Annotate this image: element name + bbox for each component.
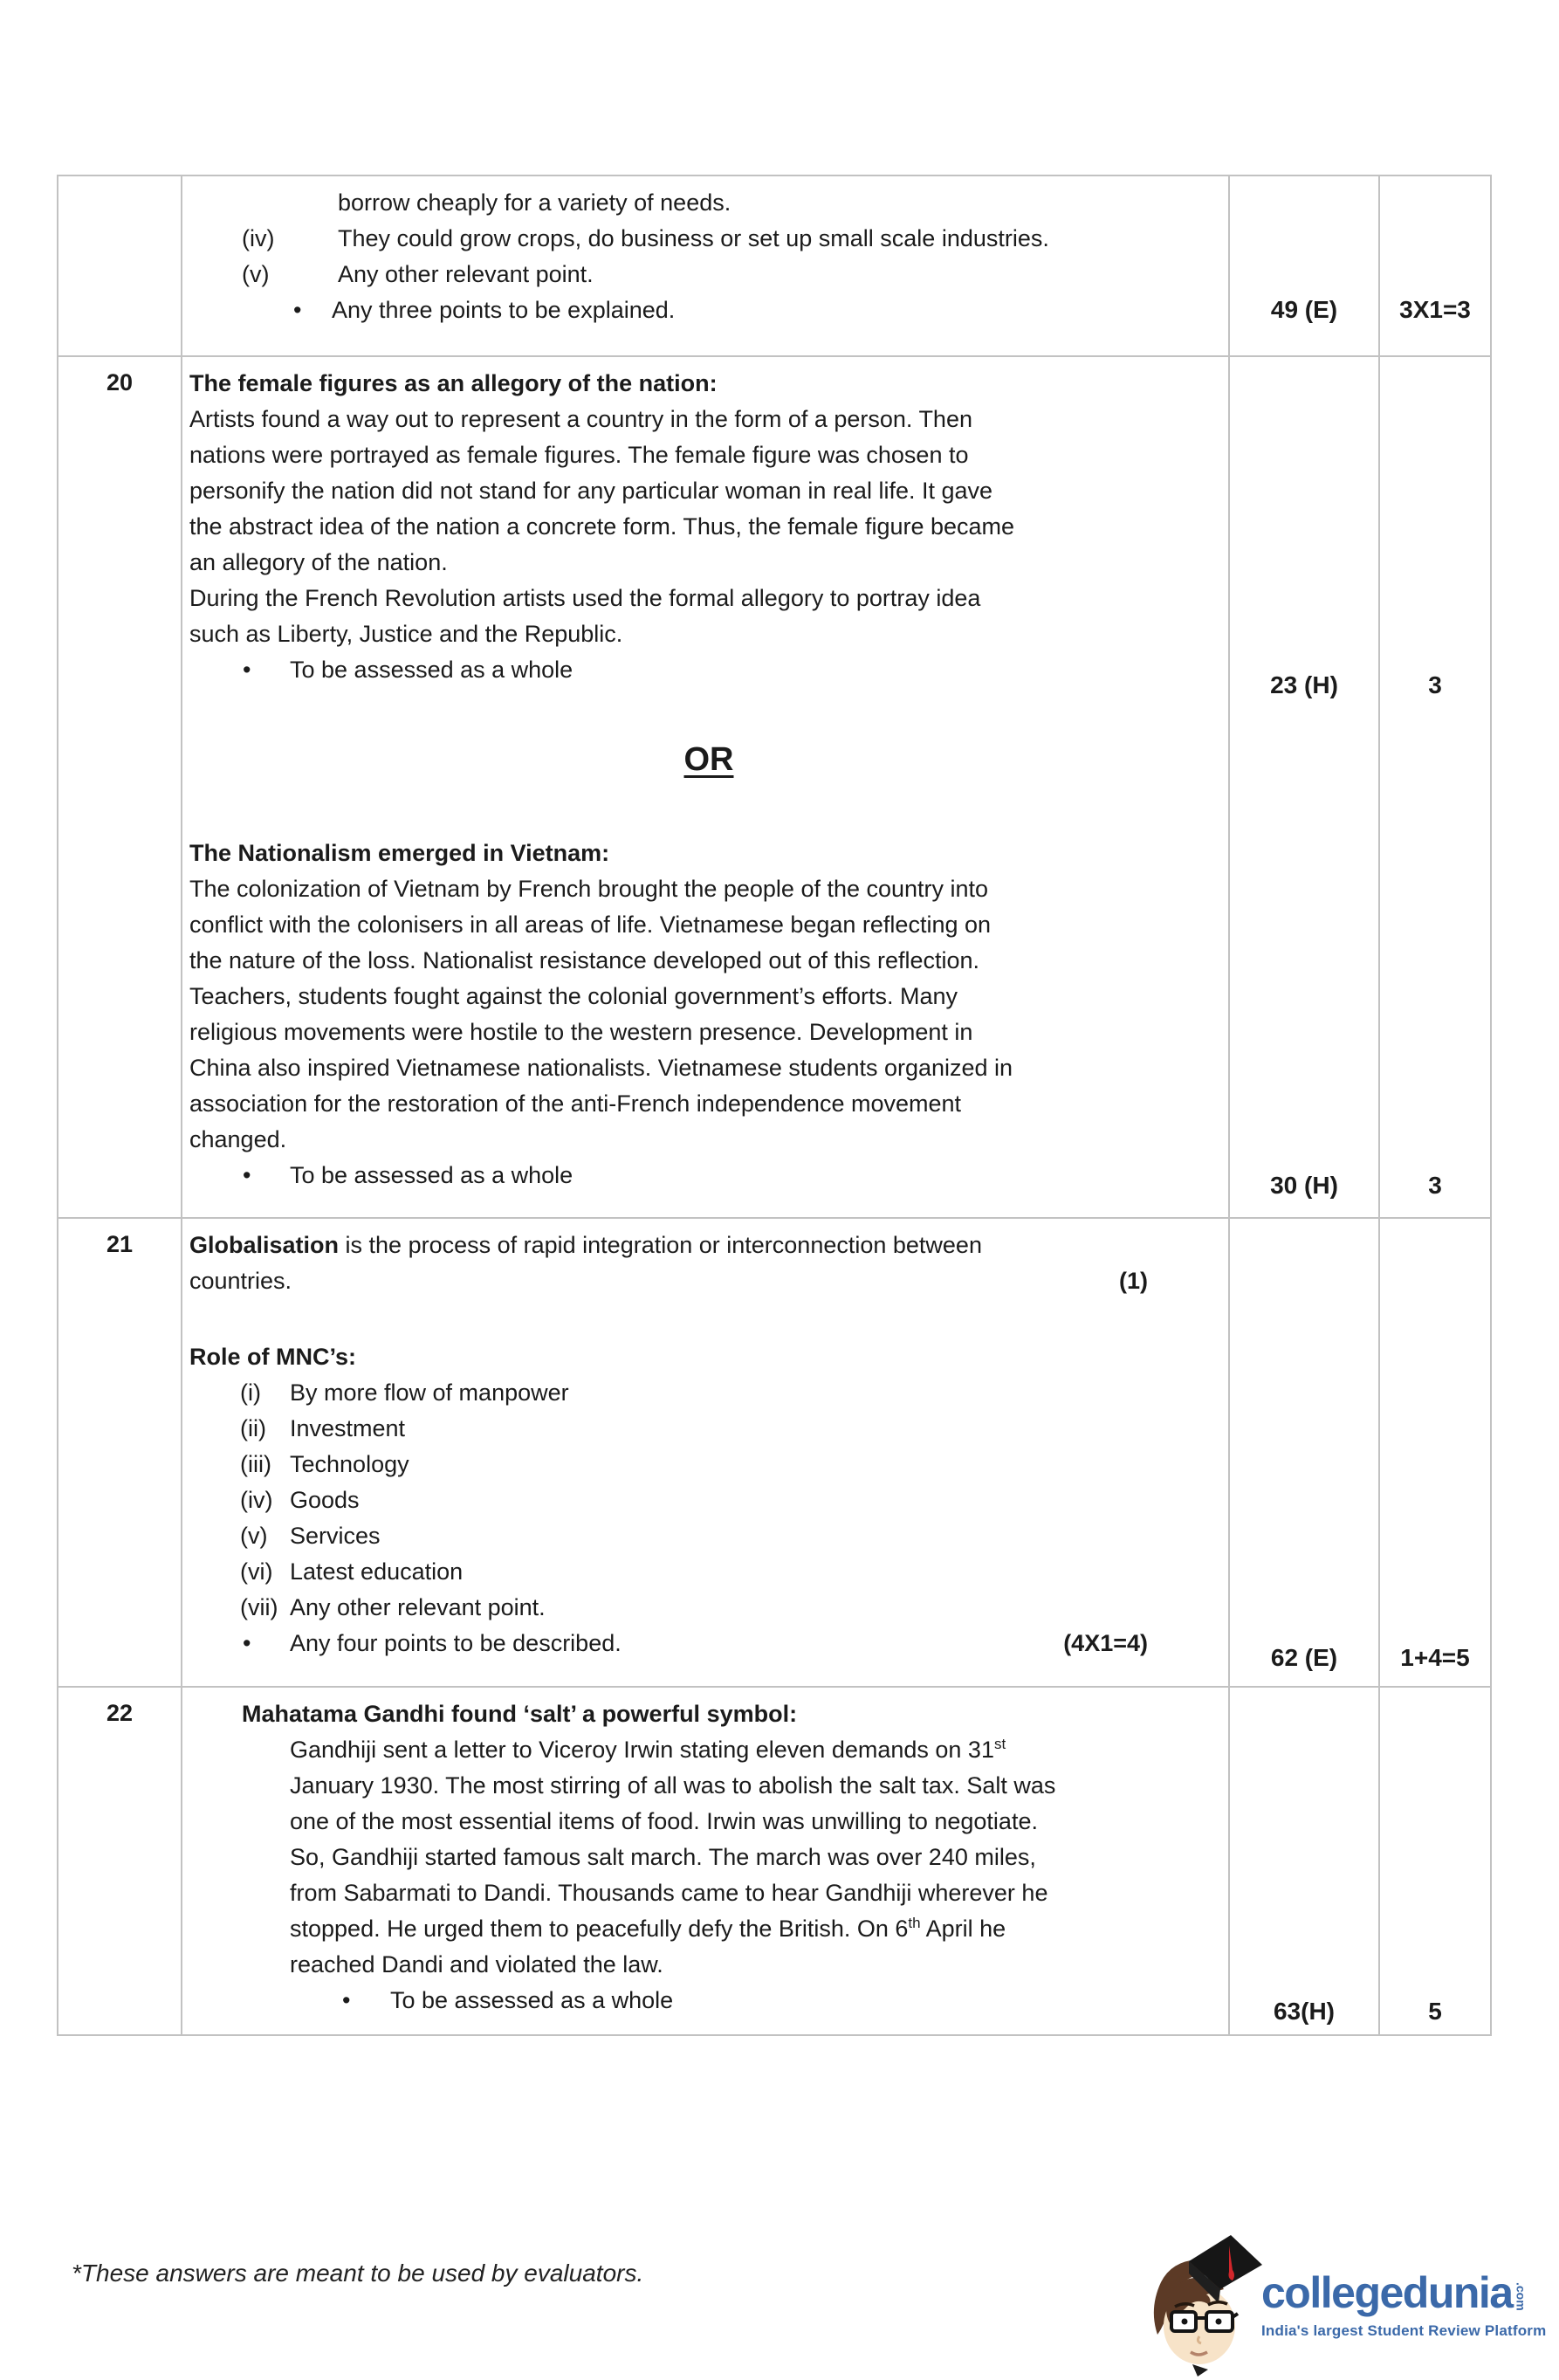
- answer-heading: Mahatama Gandhi found ‘salt’ a powerful symbol:: [242, 1701, 798, 1727]
- table-row: [58, 355, 1490, 1217]
- list-item: [189, 1482, 1228, 1518]
- mascot-icon: [1145, 2225, 1267, 2380]
- answer-line: from Sabarmati to Dandi. Thousands came to hear Gandhiji wherever he: [290, 1880, 1048, 1906]
- list-marker: (vii): [240, 1594, 278, 1620]
- answer-line: [189, 1263, 1228, 1299]
- list-item: [189, 1554, 1228, 1590]
- answer-line: Artists found a way out to represent a country in the form of a person. Then: [189, 406, 972, 432]
- answer-line: [189, 221, 1228, 257]
- source-code: 30 (H): [1270, 1172, 1338, 1199]
- list-text: Goods: [290, 1487, 360, 1513]
- answer-line: one of the most essential items of food. Irwin was unwilling to negotiate.: [290, 1808, 1038, 1834]
- table-row: [58, 1686, 1490, 2034]
- brand-line: [1261, 2270, 1546, 2315]
- answer-line: January 1930. The most stirring of all was to abolish the salt tax. Salt was: [290, 1772, 1056, 1799]
- list-text: Technology: [290, 1451, 409, 1477]
- source-code-cell: [1228, 176, 1378, 355]
- answer-line: reached Dandi and violated the law.: [290, 1951, 663, 1978]
- answer-line: an allegory of the nation.: [189, 549, 448, 575]
- list-marker: (ii): [240, 1415, 266, 1441]
- list-text: Investment: [290, 1415, 406, 1441]
- marks-cell: [1378, 1219, 1490, 1686]
- brand-tld: .com: [1514, 2282, 1528, 2311]
- bullet-line: [189, 1626, 1228, 1661]
- answer-line: conflict with the colonisers in all areas of life. Vietnamese began reflecting on: [189, 911, 992, 938]
- bullet-text: To be assessed as a whole: [290, 657, 573, 683]
- answer-line: such as Liberty, Justice and the Republic.: [189, 621, 623, 647]
- list-text: By more flow of manpower: [290, 1379, 569, 1406]
- bullet-icon: [293, 292, 332, 328]
- bullet-text: Any four points to be described.: [290, 1630, 622, 1656]
- answer-heading: The female figures as an allegory of the nation:: [189, 370, 718, 396]
- list-marker: (vi): [240, 1558, 273, 1585]
- answer-text: countries.: [189, 1268, 292, 1294]
- marks-value: 1+4=5: [1400, 1644, 1470, 1671]
- bullet-line: [189, 652, 1228, 688]
- bullet-icon: [243, 1626, 290, 1661]
- spacer: [622, 1626, 1063, 1661]
- answer-line: Teachers, students fought against the colonial government’s efforts. Many: [189, 983, 958, 1009]
- bullet-text: To be assessed as a whole: [390, 1987, 674, 2013]
- answer-cell: [181, 1688, 1228, 2034]
- answer-line: nations were portrayed as female figures. The female figure was chosen to: [189, 442, 969, 468]
- source-code: 49 (E): [1270, 296, 1338, 323]
- list-marker: (iv): [240, 1487, 273, 1513]
- table-row: [58, 176, 1490, 355]
- source-code-cell: [1228, 357, 1378, 1217]
- answer-line: [189, 1911, 1228, 1947]
- marks-value: 5: [1428, 1998, 1442, 2025]
- or-label: OR: [683, 741, 734, 778]
- question-number: 21: [106, 1231, 134, 1257]
- spacer: [292, 1263, 1119, 1299]
- answer-text: stopped. He urged them to peacefully defy the British. On 6: [290, 1916, 909, 1942]
- answer-cell: [181, 1219, 1228, 1686]
- answer-text: is the process of rapid integration or interconnection between: [339, 1232, 982, 1258]
- brand-name: collegedunia: [1261, 2268, 1513, 2317]
- question-number-cell: [58, 1688, 181, 2034]
- list-text: Any other relevant point.: [290, 1594, 546, 1620]
- or-divider: [189, 739, 1228, 783]
- list-item: [189, 1411, 1228, 1447]
- answer-line: The colonization of Vietnam by French brought the people of the country into: [189, 876, 989, 902]
- source-code: 23 (H): [1270, 671, 1338, 698]
- list-text: Any other relevant point.: [338, 261, 594, 287]
- question-number: 20: [106, 369, 134, 396]
- keyword: Globalisation: [189, 1232, 340, 1258]
- bullet-text: Any three points to be explained.: [332, 297, 676, 323]
- answer-line: personify the nation did not stand for any particular woman in real life. It gave: [189, 478, 993, 504]
- collegedunia-logo: [1145, 2225, 1559, 2380]
- list-item: [189, 1518, 1228, 1554]
- superscript: th: [908, 1915, 921, 1931]
- marks-value: 3: [1428, 671, 1442, 698]
- list-item: [189, 1375, 1228, 1411]
- answer-line: During the French Revolution artists used the formal allegory to portray idea: [189, 585, 981, 611]
- answer-heading: Role of MNC’s:: [189, 1344, 356, 1370]
- bullet-icon: [243, 652, 290, 688]
- marks-cell: [1378, 176, 1490, 355]
- table-row: [58, 1217, 1490, 1686]
- list-marker: (v): [240, 1523, 268, 1549]
- marks-value: 3: [1428, 1172, 1442, 1199]
- question-number-cell: [58, 357, 181, 1217]
- answer-cell: [181, 357, 1228, 1217]
- marks-annotation: (1): [1119, 1268, 1148, 1294]
- superscript: st: [993, 1736, 1006, 1752]
- answer-text: Gandhiji sent a letter to Viceroy Irwin stating eleven demands on 31: [290, 1737, 994, 1763]
- answer-cell: [181, 176, 1228, 355]
- answer-line: borrow cheaply for a variety of needs.: [338, 189, 731, 216]
- source-code: 63(H): [1273, 1998, 1335, 2025]
- list-text: Latest education: [290, 1558, 464, 1585]
- marks-cell: [1378, 357, 1490, 1217]
- bullet-icon: [243, 1158, 290, 1193]
- answer-line: changed.: [189, 1126, 287, 1152]
- answer-line: the abstract idea of the nation a concrete form. Thus, the female figure became: [189, 513, 1015, 540]
- question-number-cell: [58, 1219, 181, 1686]
- question-number: 22: [106, 1700, 134, 1726]
- answer-line: [189, 257, 1228, 292]
- answer-line: the nature of the loss. Nationalist resistance developed out of this reflection.: [189, 947, 980, 973]
- bullet-text: To be assessed as a whole: [290, 1162, 573, 1188]
- answer-line: [189, 1228, 1228, 1263]
- answer-line: [189, 1732, 1228, 1768]
- list-text: They could grow crops, do business or set up small scale industries.: [338, 225, 1049, 251]
- answer-line: China also inspired Vietnamese nationalists. Vietnamese students organized in: [189, 1055, 1013, 1081]
- brand-tagline: India's largest Student Review Platform: [1261, 2322, 1547, 2339]
- list-marker: (i): [240, 1379, 261, 1406]
- source-code-cell: [1228, 1219, 1378, 1686]
- list-marker: (iii): [240, 1451, 271, 1477]
- bullet-line: [189, 292, 1228, 328]
- list-marker: (iv): [242, 225, 275, 251]
- source-code-cell: [1228, 1688, 1378, 2034]
- marks-cell: [1378, 1688, 1490, 2034]
- bullet-line: [189, 1983, 1228, 2019]
- source-code: 62 (E): [1270, 1644, 1338, 1671]
- list-item: [189, 1590, 1228, 1626]
- list-item: [189, 1447, 1228, 1482]
- spacer: [189, 1299, 1228, 1339]
- answer-heading: The Nationalism emerged in Vietnam:: [189, 840, 610, 866]
- answer-key-table: [57, 175, 1492, 2036]
- bullet-icon: [342, 1983, 390, 2019]
- list-marker: (v): [242, 261, 270, 287]
- answer-line: religious movements were hostile to the western presence. Development in: [189, 1019, 973, 1045]
- question-number-cell: [58, 176, 181, 355]
- bullet-line: [189, 1158, 1228, 1193]
- answer-text: April he: [920, 1916, 1006, 1942]
- evaluator-footnote: *These answers are meant to be used by evaluators.: [72, 2260, 644, 2287]
- answer-line: association for the restoration of the anti-French independence movement: [189, 1090, 962, 1117]
- marks-value: 3X1=3: [1399, 296, 1471, 323]
- answer-line: So, Gandhiji started famous salt march. The march was over 240 miles,: [290, 1844, 1036, 1870]
- list-text: Services: [290, 1523, 381, 1549]
- logo-text-block: [1261, 2270, 1546, 2340]
- marks-annotation: (4X1=4): [1063, 1630, 1148, 1656]
